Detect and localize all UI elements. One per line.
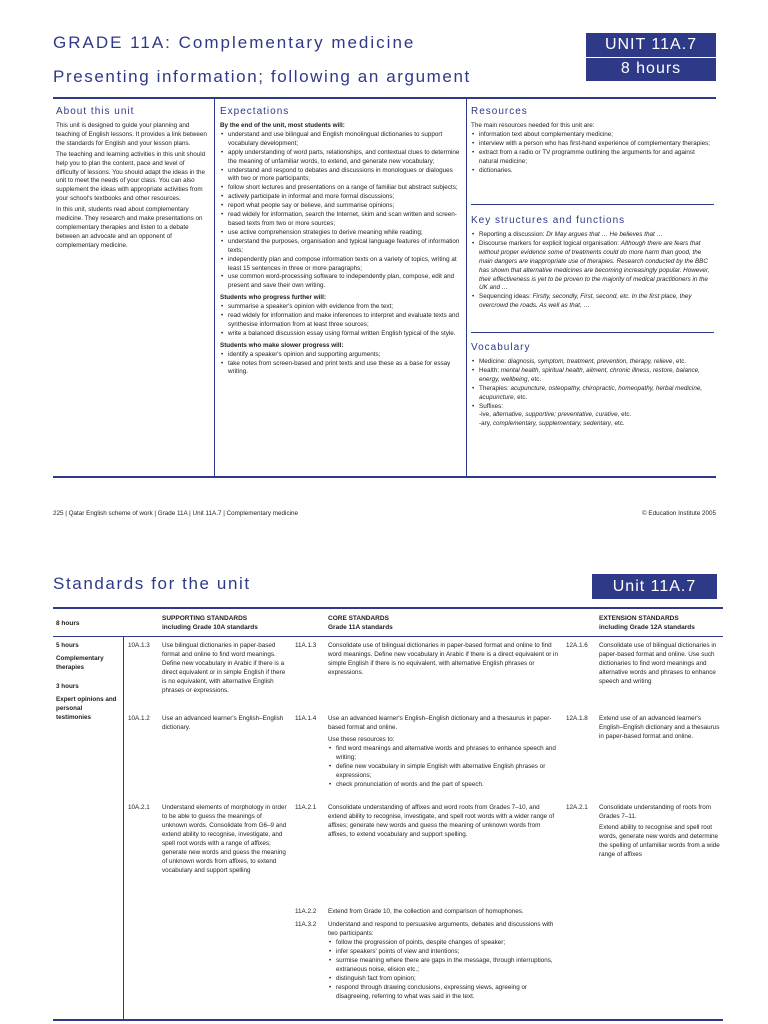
about-paragraph: In this unit, students read about complementary medicine. They research and make presentations on complementary therapies and listen to a debate between an advocate and an opponent of complementary medicine. <box>56 206 203 249</box>
core-list <box>328 938 558 1001</box>
list-item: • report what people say or believe, and summarise opinions; <box>228 202 460 211</box>
list-item: • dictionaries. <box>479 167 711 176</box>
list-item: • read widely for information, search the Internet, skim and scan written and screen-based texts from two or more sources; <box>228 211 460 229</box>
extension-block <box>599 803 721 859</box>
standards-unit-badge: Unit 11A.7 <box>592 574 717 599</box>
list-item: • understand the purposes, organisation and typical language features of information texts; <box>228 238 460 256</box>
item-example: Firstly, secondly, First, second, etc. In the first place, they overcrowd the roads. As well as that, … <box>479 293 692 310</box>
resources-intro: The main resources needed for this unit are: <box>471 122 595 129</box>
col-core-header <box>328 614 393 632</box>
core-code: 11A.1.3 <box>295 642 317 649</box>
supporting-code: 10A.2.1 <box>128 804 150 811</box>
col-supporting-sub: including Grade 10A standards <box>162 624 258 631</box>
most-heading: By the end of the unit, most students will: <box>220 122 345 129</box>
key-structures-section <box>471 215 711 311</box>
list-item <box>479 358 711 367</box>
list-item: • follow the progression of points, despite changes of speaker; <box>336 938 558 947</box>
core-text: Extend from Grade 10, the collection and comparison of homophones. <box>328 908 524 915</box>
list-item: • follow short lectures and presentations on a range of familiar but abstract subjects; <box>228 184 460 193</box>
slower-heading: Students who make slower progress will: <box>220 341 344 349</box>
item-tail: , etc. <box>672 358 687 365</box>
list-item: • understand and use bilingual and English monolingual dictionaries to support vocabulary development; <box>228 131 460 149</box>
extension-text-2: Extend ability to recognise and spell root words, generate new words and determine the spelling of unfamiliar words from a wide range of affixes <box>599 824 720 858</box>
page-subtitle: Presenting information; following an argument <box>53 67 471 86</box>
item-tail: , etc. <box>513 393 528 401</box>
core-code: 11A.1.4 <box>295 715 317 722</box>
suffix-tail: , etc. <box>610 420 625 428</box>
list-item <box>479 385 711 403</box>
list-item: • interview with a person who has first-hand experience of complementary therapies; <box>479 140 711 149</box>
header-rule <box>53 97 716 99</box>
col-extension-title: EXTENSION STANDARDS <box>599 615 679 622</box>
extension-code: 12A.1.8 <box>566 715 588 722</box>
list-item: • independently plan and compose information texts on a variety of topics, writing at least 15 sentences in three or more paragraphs; <box>228 256 460 274</box>
about-heading: About this unit <box>56 106 135 117</box>
supporting-code: 10A.1.3 <box>128 642 150 649</box>
standards-title: Standards for the unit <box>53 574 251 593</box>
list-item: • identify a speaker's opinion and supporting arguments; <box>228 351 460 360</box>
item-label: Medicine: <box>479 358 508 365</box>
about-section <box>56 106 208 253</box>
vocabulary-section <box>471 342 711 429</box>
item-words: diagnosis, symptom, treatment, prevention, therapy, relieve <box>507 358 673 365</box>
sidebar-hours: 5 hours <box>56 642 79 649</box>
list-item: • extract from a radio or TV programme outlining the arguments for and against natural medicine; <box>479 149 711 167</box>
footer-left: 225 | Qatar English scheme of work | Grade 11A | Unit 11A.7 | Complementary medicine <box>53 510 299 517</box>
sidebar-topic: Expert opinions and personal testimonies <box>56 696 117 721</box>
list-item: • define new vocabulary in simple English with alternative English phrases or expressions; <box>336 762 558 780</box>
about-body <box>56 122 208 251</box>
core-text: Use an advanced learner's English–English dictionary and a thesaurus in paper-based format and online. <box>328 715 552 731</box>
list-item: • apply understanding of word parts, relationships, and contextual clues to determine the meaning of unfamiliar words, to extend, and generate new vocabulary; <box>228 149 460 167</box>
item-tail: , etc. <box>527 375 542 383</box>
list-item: • distinguish fact from opinion; <box>336 974 558 983</box>
core-code: 11A.2.1 <box>295 804 317 811</box>
expectations-heading: Expectations <box>220 106 290 117</box>
supporting-text: Use an advanced learner's English–English dictionary. <box>162 715 284 731</box>
suffix-prefix: -ary, <box>479 420 493 428</box>
col-supporting-title: SUPPORTING STANDARDS <box>162 615 248 622</box>
item-label: Reporting a discussion: <box>479 231 547 238</box>
list-item <box>479 403 711 430</box>
extension-code: 12A.1.6 <box>566 642 588 649</box>
about-paragraph: The teaching and learning activities in this unit should help you to plan the content, pace and level of difficulty of lessons. You should adapt the ideas in the unit to meet the needs of your class. You can also supplement the ideas with appropriate activities from your school's textbooks and other resources. <box>56 150 206 203</box>
extension-code: 12A.2.1 <box>566 804 588 811</box>
core-text: Consolidate understanding of affixes and word roots from Grades 7–10, and extend ability to recognise, investigate, and spell root words with a wider range of affixes; generate new words and guess the meaning of unknown words from affixes, to extend vocabulary and support spelling. <box>328 804 555 838</box>
supporting-text: Use bilingual dictionaries in paper-based format and online to find word meanings. Define new vocabulary in Arabic if there is a direct equivalent or in simple English if there is no equivalent, with alternative English phrases or expressions. <box>162 642 286 694</box>
list-item: • find word meanings and alternative words and phrases to enhance speech and writing; <box>336 744 558 762</box>
item-words: mental health, spiritual health, ailment, chronic illness, restore, balance, energy, wellbeing <box>479 366 700 383</box>
resources-body <box>471 122 711 175</box>
sidebar-topic: Complementary therapies <box>56 655 104 671</box>
standards-top-rule <box>53 607 723 609</box>
item-example: Dr May argues that … He believes that … <box>546 231 663 238</box>
supporting-code: 10A.1.2 <box>128 715 150 722</box>
extension-text: Extend use of an advanced learner's English–English dictionary and a thesaurus in paper-based format and online. <box>599 715 720 740</box>
footer-right: © Education Institute 2005 <box>642 510 716 517</box>
item-example: Although there are fears that without proper evidence some of treatments could do more harm than good, the main dangers are inappropriate use of therapies. Research conducted by the BBC has shown that alternative medicines are becoming increasingly popular. However, their effectiveness is yet to be proven to the majority of medical practitioners in the UK and … <box>479 239 710 292</box>
list-item <box>479 293 711 311</box>
core-list <box>328 744 558 789</box>
core-code: 11A.3.2 <box>295 921 317 928</box>
section-bottom-rule <box>53 476 716 478</box>
extension-text: Consolidate use of bilingual dictionaries in paper-based format and online. Use such dictionaries to find word meanings and alternative words and phrases to enhance speech and writing <box>599 642 717 685</box>
resources-section <box>471 106 711 175</box>
unit-hours: 8 hours <box>620 60 682 77</box>
list-item: • surmise meaning where there are gaps in the message, through interruptions, extraneous noise, elision etc.; <box>336 956 558 974</box>
item-label: Suffixes: <box>479 402 504 410</box>
standards-bottom-rule <box>53 1019 723 1021</box>
suffix-line <box>479 411 711 420</box>
core-text: Understand and respond to persuasive arguments, debates and discussions with two participants: <box>328 921 554 937</box>
further-heading: Students who progress further will: <box>220 294 327 302</box>
sidebar-divider <box>123 637 124 1020</box>
list-item <box>479 231 711 240</box>
suffix-words: complementary, supplementary, sedentary <box>492 420 611 428</box>
list-item: • write a balanced discussion essay using formal written English typical of the style. <box>228 330 460 339</box>
key-structures-rule <box>471 332 714 333</box>
column-divider <box>466 99 467 476</box>
core-block <box>328 920 558 1001</box>
extension-text: Consolidate understanding of roots from Grades 7–11. <box>599 804 712 820</box>
list-item: • infer speakers' points of view and intentions; <box>336 947 558 956</box>
vocabulary-list <box>471 358 711 429</box>
expectations-section <box>220 106 460 377</box>
key-structures-heading: Key structures and functions <box>471 215 626 226</box>
unit-badge <box>586 33 716 81</box>
col-hours-header: 8 hours <box>56 620 80 627</box>
item-label: Discourse markers for explicit logical organisation: <box>479 239 621 247</box>
header-row-rule <box>53 636 723 637</box>
list-item: • use active comprehension strategies to derive meaning while reading; <box>228 229 460 238</box>
item-label: Health: <box>479 366 501 374</box>
resources-heading: Resources <box>471 106 528 117</box>
supporting-text: Understand elements of morphology in order to be able to guess the meanings of unknown words. Consolidate from G6–9 and extend ability to recognise, investigate, and spell root words with a range of affixes; generate new words and guess the meaning of unknown words from affixes, to extend vocabulary and support spelling <box>162 804 287 874</box>
core-text: Consolidate use of bilingual dictionaries in paper-based format and online to find word meanings. Define new vocabulary in Arabic if there is a direct equivalent or in simple English if there is no equivalent, with alternative English phrases or expressions. <box>328 642 558 676</box>
col-core-title: CORE STANDARDS <box>328 615 389 622</box>
page-title: GRADE 11A: Complementary medicine <box>53 33 416 52</box>
core-block <box>328 714 558 789</box>
item-label: Sequencing ideas: <box>479 293 533 301</box>
slower-list <box>220 351 460 378</box>
suffix-prefix: -ive, <box>479 411 493 419</box>
list-item: • information text about complementary medicine; <box>479 131 711 140</box>
list-item <box>479 240 711 293</box>
list-item: • read widely for information and make inferences to interpret and evaluate texts and synthesise information from at least three sources; <box>228 312 460 330</box>
expectations-body <box>220 122 460 377</box>
list-item: • use common word-processing software to independently plan, compose, edit and present and save their own writing. <box>228 273 460 291</box>
list-item: • respond through drawing conclusions, expressing views, agreeing or disagreeing, referring to what was said in the text. <box>336 983 558 1001</box>
list-item <box>479 367 711 385</box>
further-list <box>220 303 460 339</box>
resources-rule <box>471 204 714 205</box>
col-extension-header <box>599 614 695 632</box>
resources-list <box>471 131 711 176</box>
core-sub: Use these resources to: <box>328 736 395 743</box>
about-paragraph: This unit is designed to guide your planning and teaching of English lessons. It provides a link between the standards for English and your lesson plans. <box>56 122 207 147</box>
key-structures-list <box>471 231 711 311</box>
list-item: • actively participate in informal and more formal discussions; <box>228 193 460 202</box>
unit-label: UNIT 11A.7 <box>604 36 698 53</box>
list-item: • take notes from screen-based and print texts and use these as a base for essay writing. <box>228 360 460 378</box>
item-words: acupuncture, osteopathy, chiropractic, homeopathy, herbal medicine, acupuncture <box>479 384 703 401</box>
suffix-tail: , etc. <box>617 411 632 419</box>
sidebar-hours: 3 hours <box>56 683 79 690</box>
item-label: Therapies: <box>479 384 511 392</box>
core-code: 11A.2.2 <box>295 908 317 915</box>
list-item: • summarise a speaker's opinion with evidence from the text; <box>228 303 460 312</box>
most-list <box>220 131 460 291</box>
col-supporting-header <box>162 614 258 632</box>
column-divider <box>214 99 215 476</box>
vocabulary-heading: Vocabulary <box>471 342 531 353</box>
standards-sidebar <box>56 641 118 722</box>
suffix-line <box>479 420 711 429</box>
list-item: • understand and respond to debates and discussions in monologues or dialogues with two or more participants; <box>228 167 460 185</box>
col-core-sub: Grade 11A standards <box>328 624 393 631</box>
list-item: • check pronunciation of words and the part of speech. <box>336 780 558 789</box>
col-extension-sub: including Grade 12A standards <box>599 624 695 631</box>
unit-badge-divider <box>586 57 716 58</box>
suffix-words: alternative, supportive; preventative, curative <box>492 411 618 419</box>
